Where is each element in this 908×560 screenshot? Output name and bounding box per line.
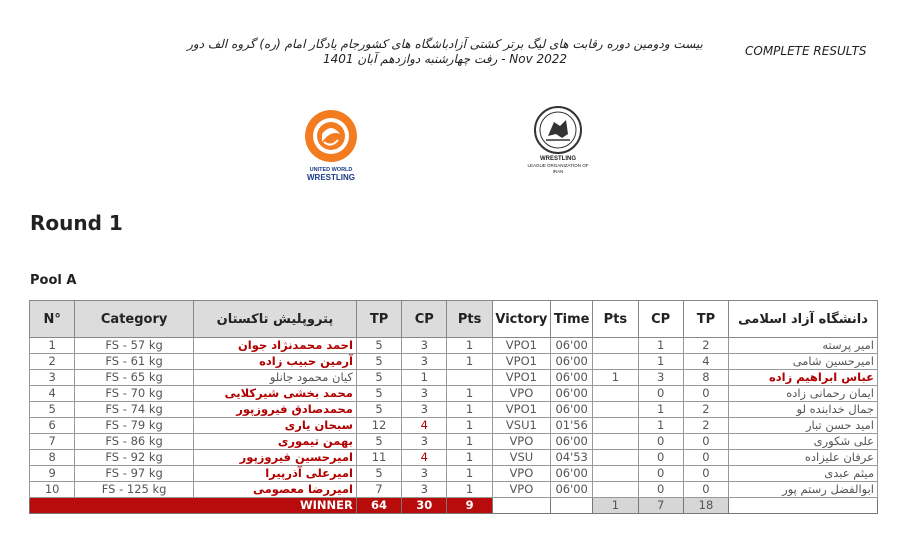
pool-title: Pool A <box>30 273 77 288</box>
bout-time: 06'00 <box>551 434 593 450</box>
row-category: FS - 86 kg <box>75 434 194 450</box>
cp-a: 4 <box>402 418 447 434</box>
uww-logo-line2: WRESTLING <box>307 173 355 182</box>
wrestler-b-name: ایمان رحمانی زاده <box>729 386 878 402</box>
tp-a: 12 <box>356 418 401 434</box>
cp-a: 3 <box>402 482 447 498</box>
row-no: 4 <box>30 386 75 402</box>
round-title: Round 1 <box>30 211 123 235</box>
pts-a: 1 <box>447 354 492 370</box>
row-category: FS - 65 kg <box>75 370 194 386</box>
total-pts-a: 9 <box>447 498 492 514</box>
pts-a: 1 <box>447 402 492 418</box>
col-no: N° <box>30 301 75 338</box>
col-tp-b: TP <box>683 301 728 338</box>
pts-b <box>593 338 638 354</box>
total-cp-b: 7 <box>638 498 683 514</box>
wlo-logo <box>518 104 598 176</box>
col-pts-b: Pts <box>593 301 638 338</box>
col-cp-b: CP <box>638 301 683 338</box>
row-category: FS - 97 kg <box>75 466 194 482</box>
tp-b: 2 <box>683 338 728 354</box>
table-row <box>30 338 878 354</box>
tp-b: 0 <box>683 386 728 402</box>
cp-b: 0 <box>638 386 683 402</box>
victory-type: VSU1 <box>492 418 550 434</box>
cp-b: 1 <box>638 418 683 434</box>
wlo-logo-line3: IRAN <box>552 169 564 174</box>
uww-logo-line1: UNITED WORLD <box>309 167 353 173</box>
total-cp-a: 30 <box>402 498 447 514</box>
cp-a: 3 <box>402 354 447 370</box>
tp-b: 2 <box>683 402 728 418</box>
bout-time: 06'00 <box>551 482 593 498</box>
wrestler-b-name: عرفان علیزاده <box>729 450 878 466</box>
wrestler-b-name: امیرحسین شامی <box>729 354 878 370</box>
cp-b: 0 <box>638 450 683 466</box>
row-no: 7 <box>30 434 75 450</box>
table-row <box>30 418 878 434</box>
row-category: FS - 57 kg <box>75 338 194 354</box>
cp-a: 3 <box>402 402 447 418</box>
row-no: 1 <box>30 338 75 354</box>
wrestler-a-name: امیررضا معصومی <box>193 482 356 498</box>
col-team-a: پترو‌پلیش تاکستان <box>193 301 356 338</box>
bout-time: 06'00 <box>551 402 593 418</box>
bout-time: 04'53 <box>551 450 593 466</box>
row-category: FS - 74 kg <box>75 402 194 418</box>
victory-type: VPO <box>492 434 550 450</box>
pts-a: 1 <box>447 466 492 482</box>
wrestler-b-name: میثم عبدی <box>729 466 878 482</box>
wrestler-a-name: امیرعلی آذرپیرا <box>193 466 356 482</box>
cp-a: 1 <box>402 370 447 386</box>
pts-a: 1 <box>447 450 492 466</box>
pts-a: 1 <box>447 434 492 450</box>
tp-a: 5 <box>356 354 401 370</box>
wrestler-a-name: سبحان یاری <box>193 418 356 434</box>
row-no: 2 <box>30 354 75 370</box>
victory-type: VPO1 <box>492 370 550 386</box>
table-row <box>30 434 878 450</box>
event-title-line1: بیست ودومین دوره رقابت های لیگ برتر کشتی آزادباشگاه های کشورجام یادگار امام (ره) گروه الف دور <box>187 37 703 51</box>
wrestler-a-name: محمدصادق فیروزپور <box>193 402 356 418</box>
row-category: FS - 79 kg <box>75 418 194 434</box>
tp-a: 5 <box>356 434 401 450</box>
wrestler-b-name: ابوالفضل رستم پور <box>729 482 878 498</box>
row-category: FS - 70 kg <box>75 386 194 402</box>
col-tp-a: TP <box>356 301 401 338</box>
total-team-b-empty <box>729 498 878 514</box>
pts-a: 1 <box>447 386 492 402</box>
pts-b <box>593 418 638 434</box>
col-category: Category <box>75 301 194 338</box>
victory-type: VPO <box>492 386 550 402</box>
bout-time: 06'00 <box>551 466 593 482</box>
tp-b: 8 <box>683 370 728 386</box>
cp-a: 3 <box>402 466 447 482</box>
tp-a: 5 <box>356 370 401 386</box>
row-no: 5 <box>30 402 75 418</box>
row-no: 6 <box>30 418 75 434</box>
pts-b: 1 <box>593 370 638 386</box>
col-time: Time <box>551 301 593 338</box>
table-row <box>30 354 878 370</box>
cp-a: 3 <box>402 338 447 354</box>
winner-label: WINNER <box>30 498 357 514</box>
row-category: FS - 61 kg <box>75 354 194 370</box>
total-tp-b: 18 <box>683 498 728 514</box>
cp-b: 0 <box>638 482 683 498</box>
cp-b: 0 <box>638 434 683 450</box>
wrestler-b-name: امید حسن تبار <box>729 418 878 434</box>
pts-a <box>447 370 492 386</box>
victory-type: VSU <box>492 450 550 466</box>
victory-type: VPO1 <box>492 402 550 418</box>
wrestler-a-name: امیرحسین فیروزپور <box>193 450 356 466</box>
wlo-logo-line2: LEAGUE ORGANIZATION OF <box>527 163 589 168</box>
tp-b: 0 <box>683 466 728 482</box>
row-category: FS - 92 kg <box>75 450 194 466</box>
wrestler-b-name: امیر پرسته <box>729 338 878 354</box>
victory-type: VPO1 <box>492 354 550 370</box>
tp-a: 5 <box>356 402 401 418</box>
uww-logo <box>300 108 362 184</box>
complete-results-label: COMPLETE RESULTS <box>745 44 867 58</box>
total-pts-b: 1 <box>593 498 638 514</box>
tp-b: 0 <box>683 434 728 450</box>
table-row <box>30 370 878 386</box>
col-cp-a: CP <box>402 301 447 338</box>
pts-a: 1 <box>447 418 492 434</box>
tp-a: 7 <box>356 482 401 498</box>
wrestler-b-name: عباس ابراهیم زاده <box>729 370 878 386</box>
table-row <box>30 466 878 482</box>
bout-time: 06'00 <box>551 354 593 370</box>
pts-b <box>593 450 638 466</box>
wrestler-a-name: احمد محمدنژاد جوان <box>193 338 356 354</box>
pts-a: 1 <box>447 482 492 498</box>
results-table <box>29 300 878 514</box>
wrestler-b-name: علی شکوری <box>729 434 878 450</box>
wrestler-a-name: کیان محمود جانلو <box>193 370 356 386</box>
cp-a: 4 <box>402 450 447 466</box>
table-header-row <box>30 301 878 338</box>
pts-b <box>593 354 638 370</box>
row-no: 9 <box>30 466 75 482</box>
cp-b: 1 <box>638 338 683 354</box>
bout-time: 01'56 <box>551 418 593 434</box>
tp-a: 5 <box>356 338 401 354</box>
pts-b <box>593 386 638 402</box>
pts-b <box>593 434 638 450</box>
bout-time: 06'00 <box>551 386 593 402</box>
cp-a: 3 <box>402 434 447 450</box>
row-category: FS - 125 kg <box>75 482 194 498</box>
cp-b: 3 <box>638 370 683 386</box>
tp-b: 2 <box>683 418 728 434</box>
bout-time: 06'00 <box>551 370 593 386</box>
victory-type: VPO <box>492 466 550 482</box>
table-row <box>30 386 878 402</box>
col-team-b: دانشگاه آزاد اسلامی <box>729 301 878 338</box>
pts-a: 1 <box>447 338 492 354</box>
wlo-logo-line1: WRESTLING <box>540 156 576 162</box>
row-no: 8 <box>30 450 75 466</box>
col-pts-a: Pts <box>447 301 492 338</box>
wrestler-a-name: آرمین حبیب زاده <box>193 354 356 370</box>
row-no: 10 <box>30 482 75 498</box>
wrestler-a-name: بهمن تیموری <box>193 434 356 450</box>
cp-b: 1 <box>638 354 683 370</box>
row-no: 3 <box>30 370 75 386</box>
cp-a: 3 <box>402 386 447 402</box>
totals-row <box>30 498 878 514</box>
wrestler-b-name: جمال خدابنده لو <box>729 402 878 418</box>
cp-b: 1 <box>638 402 683 418</box>
cp-b: 0 <box>638 466 683 482</box>
victory-type: VPO1 <box>492 338 550 354</box>
table-row <box>30 482 878 498</box>
tp-b: 0 <box>683 482 728 498</box>
pts-b <box>593 466 638 482</box>
pts-b <box>593 402 638 418</box>
total-tp-a: 64 <box>356 498 401 514</box>
event-title-line2: Nov 2022 - رفت چهارشنبه دوازدهم آبان 1401 <box>322 52 568 66</box>
victory-type: VPO <box>492 482 550 498</box>
col-victory: Victory <box>492 301 550 338</box>
tp-a: 5 <box>356 386 401 402</box>
wrestler-a-name: محمد بخشی شیرکلایی <box>193 386 356 402</box>
pts-b <box>593 482 638 498</box>
tp-b: 4 <box>683 354 728 370</box>
table-row <box>30 450 878 466</box>
table-row <box>30 402 878 418</box>
tp-b: 0 <box>683 450 728 466</box>
tp-a: 11 <box>356 450 401 466</box>
tp-a: 5 <box>356 466 401 482</box>
total-time-empty <box>551 498 593 514</box>
event-title <box>150 37 740 67</box>
bout-time: 06'00 <box>551 338 593 354</box>
total-victory-empty <box>492 498 550 514</box>
